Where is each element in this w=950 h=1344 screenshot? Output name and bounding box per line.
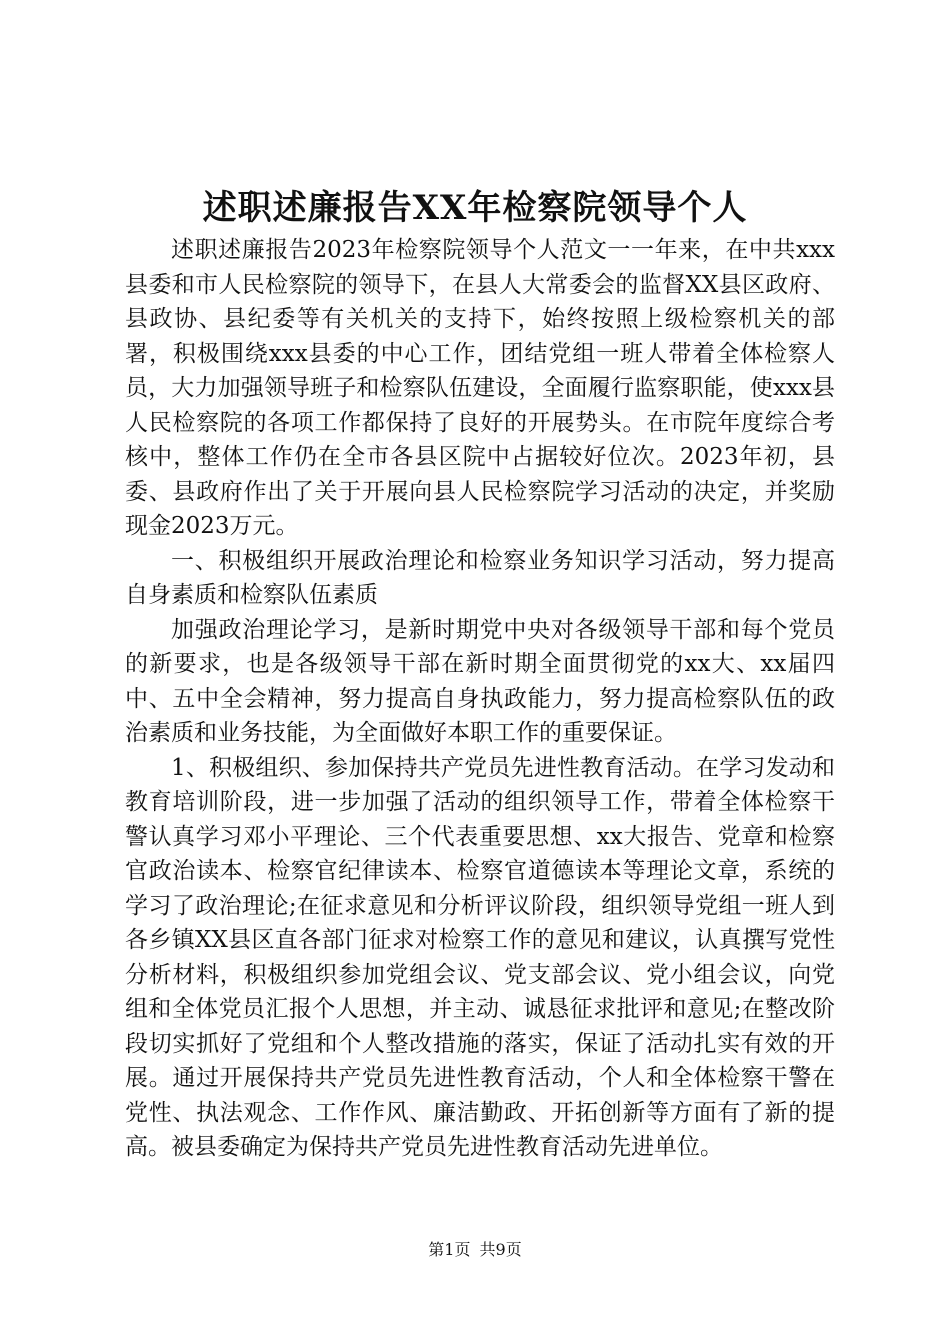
paragraph-education-activity: 1、积极组织、参加保持共产党员先进性教育活动。在学习发动和教育培训阶段，进一步加强了活动的组织领导工作，带着全体检察干警认真学习邓小平理论、三个代表重要思想、xx大报告、党章和检察官政治读本、检察官纪律读本、检察官道德读本等理论文章，系统的学习了政治理论;在征求意见和分析评议阶段，组织领导党组一班人到各乡镇XX县区直各部门征求对检察工作的意见和建议，认真撰写党性分析材料，积极组织参加党组会议、党支部会议、党小组会议，向党组和全体党员汇报个人思想，并主动、诚恳征求批评和意见;在整改阶段切实抓好了党组和个人整改措施的落实，保证了活动扎实有效的开展。通过开展保持共产党员先进性教育活动，个人和全体检察干警在党性、执法观念、工作作风、廉洁勤政、开拓创新等方面有了新的提高。被县委确定为保持共产党员先进性教育活动先进单位。 <box>125 754 835 1160</box>
document-body <box>125 233 835 1165</box>
document-title: 述职述廉报告XX年检察院领导个人 <box>202 188 748 228</box>
paragraph-section-heading: 一、积极组织开展政治理论和检察业务知识学习活动，努力提高自身素质和检察队伍素质 <box>125 547 835 608</box>
paragraph-intro: 述职述廉报告2023年检察院领导个人范文一一年来，在中共xxx县委和市人民检察院的领导下，在县人大常委会的监督XX县区政府、县政协、县纪委等有关机关的支持下，始终按照上级检察机关的部署，积极围绕xxx县委的中心工作，团结党组一班人带着全体检察人员，大力加强领导班子和检察队伍建设，全面履行监察职能，使xxx县人民检察院的各项工作都保持了良好的开展势头。在市院年度综合考核中，整体工作仍在全市各县区院中占据较好位次。2023年初，县委、县政府作出了关于开展向县人民检察院学习活动的决定，并奖励现金2023万元。 <box>125 237 835 539</box>
page-total: 共9页 <box>479 1240 522 1259</box>
paragraph-study-importance: 加强政治理论学习，是新时期党中央对各级领导干部和每个党员的新要求，也是各级领导干部在新时期全面贯彻党的xx大、xx届四中、五中全会精神，努力提高自身执政能力，努力提高检察队伍的政治素质和业务技能，为全面做好本职工作的重要保证。 <box>125 616 835 746</box>
page-footer <box>0 1238 950 1262</box>
page-number: 第1页 <box>428 1240 471 1259</box>
